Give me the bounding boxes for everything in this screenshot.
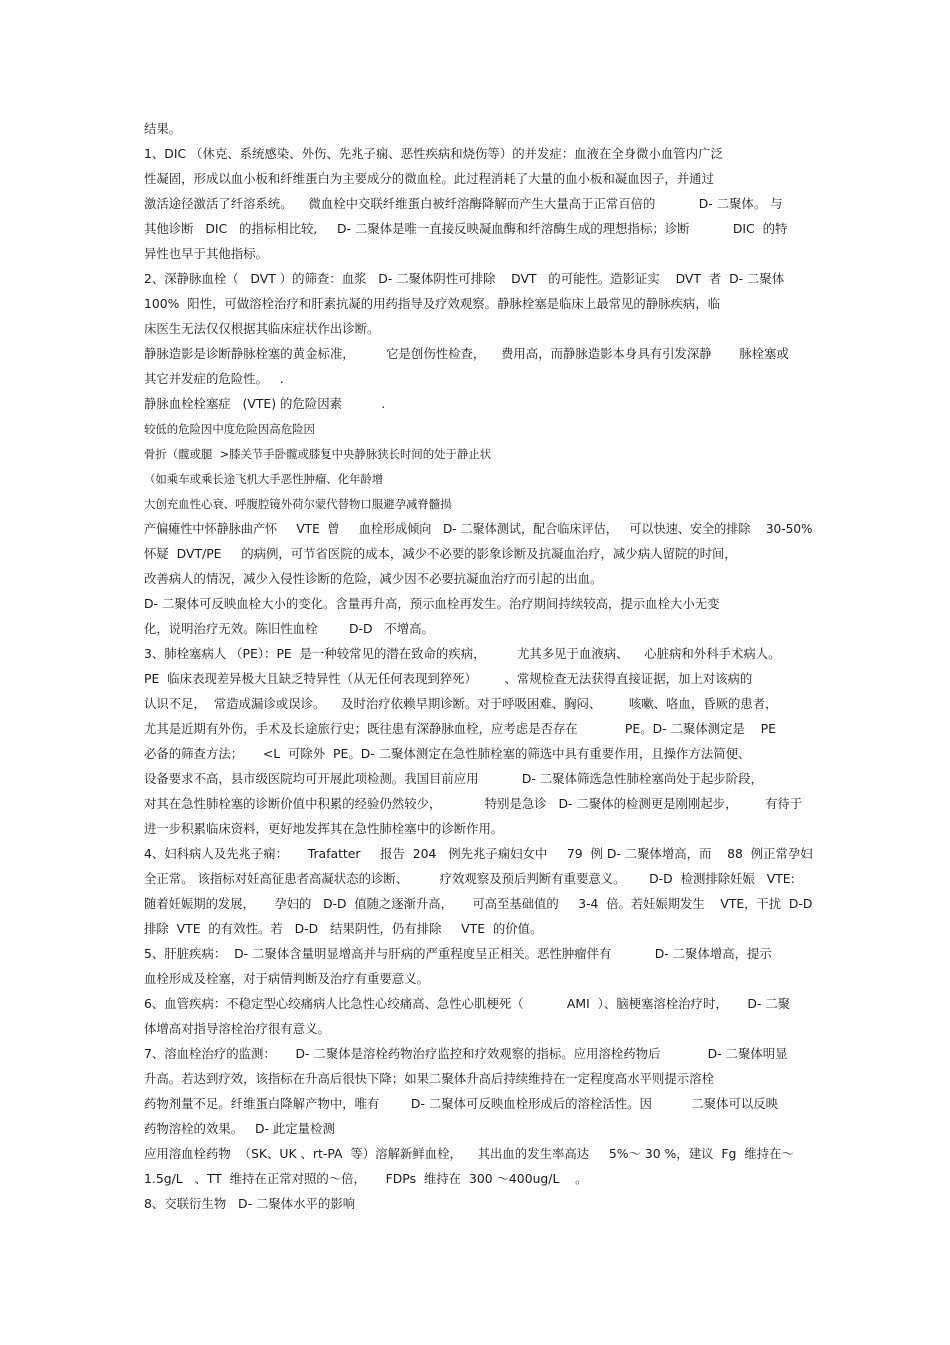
text-line: 4、妇科病人及先兆子痫： Trafatter 报告 204 例先兆子痫妇女中 79 例 D- 二聚体增高，而 88 例正常孕妇 [144,846,813,861]
text-line: 怀疑 DVT/PE 的病例，可节省医院的成本，减少不必要的影象诊断及抗凝血治疗，减少病人留院的时间， [144,546,737,561]
text-line: 5、肝脏疾病： D- 二聚体含量明显增高并与肝病的严重程度呈正相关。恶性肿瘤伴有 D- 二聚体增高，提示 [144,946,772,961]
text-line: 应用溶血栓药物 （SK、UK 、rt-PA 等）溶解新鲜血栓， 其出血的发生率高达 5%～ 30 %，建议 Fg 维持在～ [144,1146,794,1161]
text-line: 药物剂量不足。纤维蛋白降解产物中，唯有 D- 二聚体可反映血栓形成后的溶栓活性。因 二聚体可以反映 [144,1096,779,1111]
text-line: 升高。若达到疗效，该指标在升高后很快下降；如果二聚体升高后持续维持在一定程度高水平则提示溶栓 [144,1071,714,1086]
text-line: 7、溶血栓治疗的监测： D- 二聚体是溶栓药物治疗监控和疗效观察的指标。应用溶栓药物后 D- 二聚体明显 [144,1046,788,1061]
text-line: 体增高对指导溶栓治疗很有意义。 [144,1021,330,1036]
text-line: 大创充血性心衰、呼腹腔镜外荷尔蒙代替物口服避孕减脊髓损 [144,497,452,511]
text-line: 性凝固，形成以血小板和纤维蛋白为主要成分的微血栓。此过程消耗了大量的血小板和凝血因子，并通过 [144,171,714,186]
text-line: 必备的筛查方法； <L 可除外 PE。D- 二聚体测定在急性肺栓塞的筛选中具有重要作用，且操作方法简便、 [144,746,751,761]
text-line: 6、血管疾病：不稳定型心绞痛病人比急性心绞痛高、急性心肌梗死（ AMI ）、脑梗塞溶栓治疗时， D- 二聚 [144,996,791,1011]
text-line: 异性也早于其他指标。 [144,246,268,261]
text-line: 尤其是近期有外伤，手术及长途旅行史；既往患有深静脉血栓，应考虑是否存在 PE。D- 二聚体测定是 PE [144,721,776,736]
text-line: 静脉造影是诊断静脉栓塞的黄金标准， 它是创伤性检查， 费用高，而静脉造影本身具有引发深静 脉栓塞或 [144,346,789,361]
text-line: 认识不足， 常造成漏诊或误诊。 及时治疗依赖早期诊断。对于呼吸困难、胸闷、 咳嗽、咯血，昏厥的患者， [144,696,778,711]
text-line: 8、交联衍生物 D- 二聚体水平的影响 [144,1196,356,1211]
text-line: （如乘车或乘长途飞机大手恶性肿瘤、化年龄增 [144,472,384,486]
text-line: 激活途径激活了纤溶系统。 微血栓中交联纤维蛋白被纤溶酶降解而产生大量高于正常百倍的 D- 二聚体。 与 [144,196,783,211]
text-line: PE 临床表现差异极大且缺乏特异性（从无任何表现到猝死） 、常规检查无法获得直接证据，加上对该病的 [144,671,753,686]
text-line: 较低的危险因中度危险因高危险因 [144,422,315,436]
text-line: 设备要求不高，县市级医院均可开展此项检测。我国目前应用 D- 二聚体筛选急性肺栓塞尚处于起步阶段， [144,771,763,786]
text-line: 对其在急性肺栓塞的诊断价值中积累的经验仍然较少， 特别是急诊 D- 二聚体的检测更是刚刚起步， 有待于 [144,796,803,811]
text-line: 结果。 [144,121,182,136]
text-line: 进一步积累临床资料，更好地发挥其在急性肺栓塞中的诊断作用。 [144,821,504,836]
text-line: 100% 阳性，可做溶栓治疗和肝素抗凝的用药指导及疗效观察。静脉栓塞是临床上最常见的静脉疾病，临 [144,296,721,311]
text-line: 产偏瘫性中怀静脉曲产怀 VTE 曾 血栓形成倾向 D- 二聚体测试，配合临床评估， 可以快速、安全的排除 30-50% [144,521,813,536]
text-line: 2、深静脉血栓（ DVT ）的筛查：血浆 D- 二聚体阴性可排除 DVT 的可能性。造影证实 DVT 者 D- 二聚体 [144,271,785,286]
text-line: 1、DIC （休克、系统感染、外伤、先兆子痫、恶性疾病和烧伤等）的并发症：血液在全身微小血管内广泛 [144,146,723,161]
text-line: 骨折（髋或腿 >膝关节手卧髋或膝复中央静脉狭长时间的处于静止状 [144,447,492,461]
text-line: 其它并发症的危险性。 . [144,371,284,386]
text-line: 全正常。 该指标对妊高征患者高凝状态的诊断、 疗效观察及预后判断有重要意义。 D-D 检测排除妊娠 VTE: [144,871,795,886]
text-line: 血栓形成及栓塞，对于病情判断及治疗有重要意义。 [144,971,429,986]
text-line: 静脉血栓栓塞症 (VTE) 的危险因素 . [144,396,386,411]
text-line: 床医生无法仅仅根据其临床症状作出诊断。 [144,321,380,336]
text-line: 3、肺栓塞病人 （PE）：PE 是一种较常见的潜在致命的疾病， 尤其多见于血液病、 心脏病和外科手术病人。 [144,646,781,661]
text-line: 药物溶栓的效果。 D- 此定量检测 [144,1121,335,1136]
text-line: 随着妊娠期的发展， 孕妇的 D-D 值随之逐渐升高， 可高至基础值的 3-4 倍。若妊娠期发生 VTE，干扰 D-D [144,896,813,911]
text-line: 改善病人的情况，减少入侵性诊断的危险，减少因不必要抗凝血治疗而引起的出血。 [144,571,603,586]
text-line: 化，说明治疗无效。陈旧性血栓 D-D 不增高。 [144,621,434,636]
text-line: 1.5g/L 、TT 维持在正常对照的～倍， FDPs 维持在 300 ～400ug/L 。 [144,1171,588,1186]
text-line: 排除 VTE 的有效性。若 D-D 结果阴性，仍有排除 VTE 的价值。 [144,921,543,936]
text-line: 其他诊断 DIC 的指标相比较, D- 二聚体是唯一直接反映凝血酶和纤溶酶生成的理想指标；诊断 DIC 的特 [144,221,788,236]
text-line: D- 二聚体可反映血栓大小的变化。含量再升高，预示血栓再发生。治疗期间持续较高，提示血栓大小无变 [144,596,720,611]
